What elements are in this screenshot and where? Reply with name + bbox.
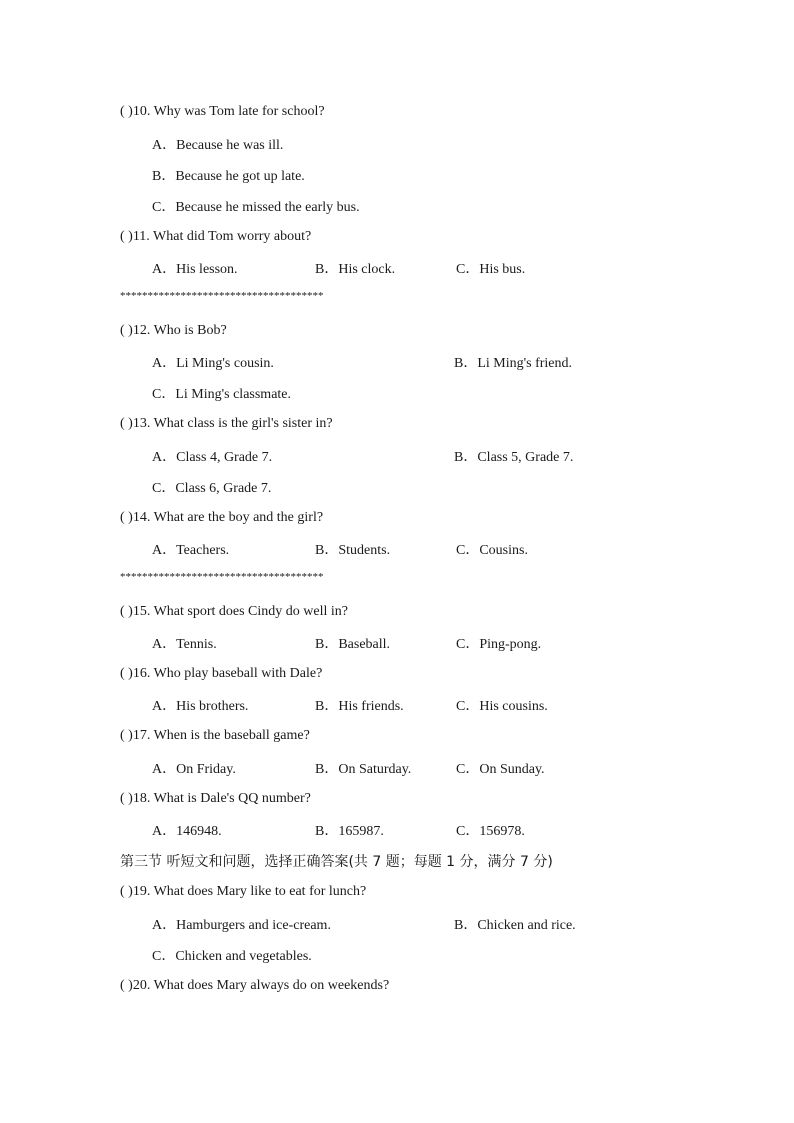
q10-option-a: A．Because he was ill. (152, 138, 284, 153)
q14-option-c: C．Cousins. (456, 543, 528, 558)
q14-option-b: B．Students. (315, 543, 391, 558)
q11-option-a: A．His lesson. (152, 262, 238, 277)
q12-option-c: C．Li Ming's classmate. (152, 387, 292, 402)
q12-option-b: B．Li Ming's friend. (454, 356, 573, 371)
q17-option-b: B．On Saturday. (315, 762, 412, 777)
q16-option-a: A．His brothers. (152, 699, 249, 714)
q18-option-b: B．165987. (315, 824, 384, 839)
q17-option-c: C．On Sunday. (456, 762, 545, 777)
q17-option-a: A．On Friday. (152, 762, 236, 777)
section-3-heading: 第三节 听短文和问题，选择正确答案(共 7 题；每题 1 分，满分 7 分) (120, 854, 553, 870)
q13-option-b: B．Class 5, Grade 7. (454, 450, 574, 465)
q19-option-c: C．Chicken and vegetables. (152, 949, 312, 964)
q15-option-b: B．Baseball. (315, 637, 391, 652)
question-14: ( )14. What are the boy and the girl? (120, 510, 324, 525)
question-12: ( )12. Who is Bob? (120, 323, 227, 338)
q14-option-a: A．Teachers. (152, 543, 230, 558)
q15-option-a: A．Tennis. (152, 637, 217, 652)
question-19: ( )19. What does Mary like to eat for lunch? (120, 884, 367, 899)
question-18: ( )18. What is Dale's QQ number? (120, 791, 311, 806)
q11-option-c: C．His bus. (456, 262, 526, 277)
q18-option-c: C．156978. (456, 824, 525, 839)
question-11: ( )11. What did Tom worry about? (120, 229, 312, 244)
q18-option-a: A．146948. (152, 824, 222, 839)
q11-option-b: B．His clock. (315, 262, 396, 277)
q13-option-a: A．Class 4, Grade 7. (152, 450, 273, 465)
separator-1: ************************************* (120, 290, 324, 302)
q15-option-c: C．Ping-pong. (456, 637, 542, 652)
q19-option-b: B．Chicken and rice. (454, 918, 576, 933)
q13-option-c: C．Class 6, Grade 7. (152, 481, 272, 496)
question-17: ( )17. When is the baseball game? (120, 728, 310, 743)
question-15: ( )15. What sport does Cindy do well in? (120, 604, 348, 619)
q10-option-c: C．Because he missed the early bus. (152, 200, 360, 215)
q12-option-a: A．Li Ming's cousin. (152, 356, 274, 371)
question-16: ( )16. Who play baseball with Dale? (120, 666, 323, 681)
question-13: ( )13. What class is the girl's sister in? (120, 416, 333, 431)
q19-option-a: A．Hamburgers and ice-cream. (152, 918, 331, 933)
q16-option-b: B．His friends. (315, 699, 404, 714)
separator-2: ************************************* (120, 571, 324, 583)
question-10: ( )10. Why was Tom late for school? (120, 104, 325, 119)
q10-option-b: B．Because he got up late. (152, 169, 305, 184)
q16-option-c: C．His cousins. (456, 699, 548, 714)
question-20: ( )20. What does Mary always do on weekends? (120, 978, 390, 993)
